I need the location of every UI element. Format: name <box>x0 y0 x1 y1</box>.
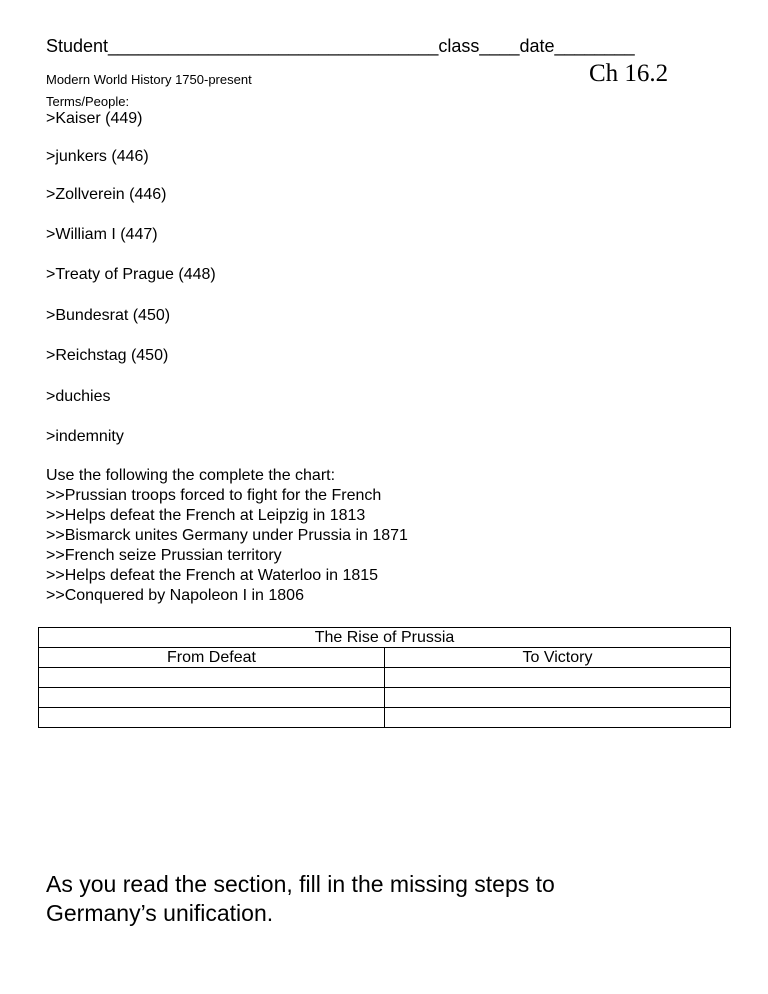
term-item: >Reichstag (450) <box>46 347 169 364</box>
chart-cell-victory[interactable] <box>385 668 731 688</box>
instruction-item: >>Helps defeat the French at Waterloo in 1815 <box>46 567 379 584</box>
term-item: >Zollverein (446) <box>46 186 167 203</box>
course-title: Modern World History 1750-present <box>46 72 252 87</box>
term-item: >duchies <box>46 388 111 405</box>
chart-cell-victory[interactable] <box>385 688 731 708</box>
term-item: >William I (447) <box>46 226 158 243</box>
chart-title: The Rise of Prussia <box>39 628 731 648</box>
rise-of-prussia-chart <box>38 627 731 728</box>
term-item: >indemnity <box>46 428 124 445</box>
term-item: >junkers (446) <box>46 148 149 165</box>
chart-cell-victory[interactable] <box>385 708 731 728</box>
chart-cell-defeat[interactable] <box>39 668 385 688</box>
instruction-item: >>Conquered by Napoleon I in 1806 <box>46 587 304 604</box>
term-item: >Treaty of Prague (448) <box>46 266 216 283</box>
reading-instructions: As you read the section, fill in the missing steps to Germany’s unification. <box>46 871 555 926</box>
terms-label: Terms/People: <box>46 94 130 109</box>
instruction-item: >>Bismarck unites Germany under Prussia in 1871 <box>46 527 408 544</box>
instruction-item: >>Prussian troops forced to fight for the French <box>46 487 382 504</box>
chart-cell-defeat[interactable] <box>39 708 385 728</box>
term-item: >Kaiser (449) <box>46 110 143 127</box>
student-name-class-date-line: Student_________________________________class____date________ <box>46 36 635 56</box>
chart-instructions: Use the following the complete the chart: <box>46 467 336 484</box>
column-header-from-defeat: From Defeat <box>39 648 385 668</box>
chapter-label: Ch 16.2 <box>589 60 669 87</box>
column-header-to-victory: To Victory <box>385 648 731 668</box>
instruction-item: >>Helps defeat the French at Leipzig in 1813 <box>46 507 366 524</box>
chart-cell-defeat[interactable] <box>39 688 385 708</box>
term-item: >Bundesrat (450) <box>46 307 171 324</box>
instruction-item: >>French seize Prussian territory <box>46 547 282 564</box>
